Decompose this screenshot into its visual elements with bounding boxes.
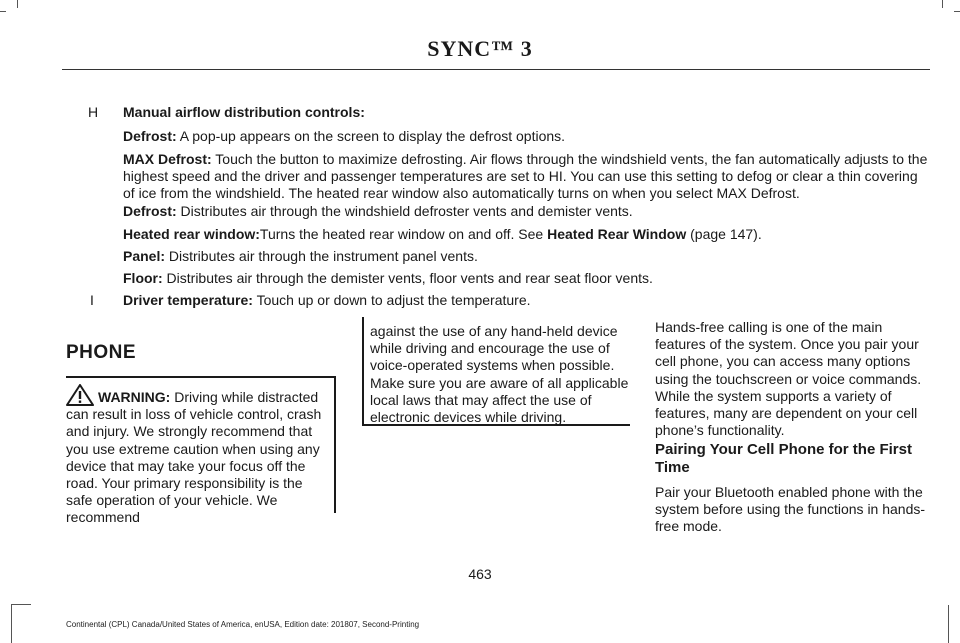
row-letter-h: H <box>88 104 99 120</box>
definition-driver-temperature <box>123 292 931 309</box>
warning-text-part-2: against the use of any hand-held device while driving and encourage the use of voice-operated systems when possible. Make sure you are aware of all applicable local laws that may affect the use of electronic devices while driving. <box>370 323 629 426</box>
term-label: MAX Defrost: <box>123 151 212 167</box>
term-text: Turns the heated rear window on and off. See <box>259 226 548 242</box>
term-text: Distributes air through the instrument panel vents. <box>165 248 478 264</box>
crop-mark <box>942 0 943 8</box>
crop-mark <box>17 0 18 8</box>
term-label: Manual airflow distribution controls: <box>123 104 365 120</box>
term-label: Defrost: <box>123 128 177 144</box>
term-text: Touch up or down to adjust the temperature. <box>252 292 531 308</box>
warning-text-part-1: Driving while distracted can result in loss of vehicle control, crash and injury. We strongly recommend that you use extreme caution when using any device that may take your focus off the road. Your primary responsibility is the safe operation of your vehicle. We recommend <box>66 389 322 526</box>
footer-edition-info: Continental (CPL) Canada/United States of America, enUSA, Edition date: 201807, Second-Printing <box>66 620 420 629</box>
definition-heated-rear-window <box>123 226 931 243</box>
crop-mark <box>11 605 12 643</box>
warning-label: WARNING: <box>98 389 171 405</box>
definition-defrost-popup <box>123 128 931 145</box>
warning-box-continued <box>362 317 630 426</box>
definition-defrost-distribution <box>123 203 931 220</box>
cross-reference-link[interactable]: Heated Rear Window <box>547 226 687 242</box>
crop-mark <box>0 11 6 12</box>
crop-mark <box>954 11 960 12</box>
warning-triangle-icon <box>66 384 94 406</box>
page-reference: (page 147). <box>686 226 762 242</box>
term-text: Distributes air through the demister vents, floor vents and rear seat floor vents. <box>162 270 653 286</box>
definition-panel <box>123 248 931 265</box>
term-text: A pop-up appears on the screen to display the defrost options. <box>176 128 566 144</box>
term-label: Defrost: <box>123 203 177 219</box>
section-heading-phone: PHONE <box>66 342 137 363</box>
term-text: Touch the button to maximize defrosting. Air flows through the windshield vents, the fan automatically adjusts to the highest speed and the driver and passenger temperatures are set to HI. You can use this setting to defog or clear a thin covering of ice from the windshield. The heated rear window also automatically turns on when you select MAX Defrost. <box>123 151 928 201</box>
pairing-paragraph <box>655 484 927 536</box>
term-label: Heated rear window: <box>123 226 260 242</box>
warning-box <box>66 376 336 526</box>
header-divider <box>62 69 930 70</box>
term-label: Floor: <box>123 270 163 286</box>
warning-text <box>66 378 334 527</box>
term-label: Panel: <box>123 248 166 264</box>
row-letter-i: I <box>90 292 94 308</box>
subheading-pairing: Pairing Your Cell Phone for the First Time <box>655 441 912 476</box>
row-h-heading <box>123 104 931 121</box>
definition-floor <box>123 270 931 287</box>
definition-max-defrost <box>123 151 931 202</box>
pairing-text: Pair your Bluetooth enabled phone with the system before using the functions in hands-free mode. <box>655 484 926 535</box>
intro-text: Hands-free calling is one of the main features of the system. Once you pair your cell phone, you can access many options using the touchscreen or voice commands. While the system supports a variety of features, many are dependent on your cell phone’s functionality. <box>655 319 922 439</box>
crop-mark <box>948 605 949 643</box>
phone-intro-paragraph <box>655 319 927 439</box>
crop-mark <box>11 604 31 605</box>
term-label: Driver temperature: <box>123 292 253 308</box>
page-header-title: SYNC™ 3 <box>427 36 533 61</box>
page-number: 463 <box>468 566 492 582</box>
term-text: Distributes air through the windshield defroster vents and demister vents. <box>176 203 633 219</box>
